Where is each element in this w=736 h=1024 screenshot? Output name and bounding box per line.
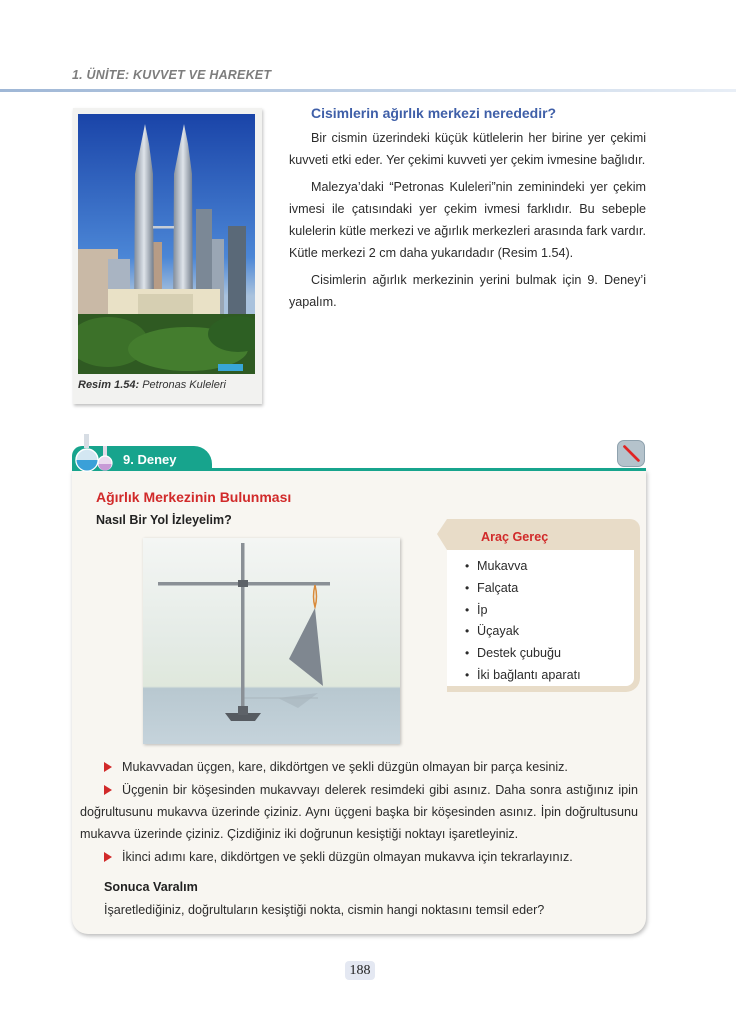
experiment-title: Ağırlık Merkezinin Bulunması: [96, 489, 292, 505]
unit-header: 1. ÜNİTE: KUVVET VE HAREKET: [72, 68, 272, 82]
bullet-icon: •: [465, 646, 470, 661]
page-number: 188: [345, 961, 375, 980]
figure-card: [73, 108, 262, 404]
material-item: • Falçata: [465, 578, 581, 600]
step-3: İkinci adımı kare, dikdörtgen ve şekli düzgün olmayan mukavva için tekrarlayınız.: [80, 846, 638, 868]
bullet-icon: •: [465, 580, 470, 595]
header-divider: [0, 89, 736, 92]
procedure-steps: [80, 756, 638, 869]
red-arrow-icon: [104, 762, 112, 772]
material-item: • Mukavva: [465, 556, 581, 578]
bullet-icon: •: [465, 602, 470, 617]
experiment-tab-label: 9. Deney: [123, 452, 177, 467]
intro-paragraph-2: Malezya’daki “Petronas Kuleleri”nin zeminindeki yer çekim ivmesi ile çatısındaki yer çekim ivmesi farklıdır. Bu sebeple kulelerin kütle merkezi ve ağırlık merkezleri arasında fark vardır. Kütle merkezi 2 cm daha yukarıdadır (Resim 1.54).: [289, 180, 646, 260]
red-arrow-icon: [104, 852, 112, 862]
caption-label: Resim 1.54:: [78, 379, 140, 391]
materials-panel: [437, 519, 640, 692]
step-1: Mukavvadan üçgen, kare, dikdörtgen ve şekli düzgün olmayan bir parça kesiniz.: [80, 756, 638, 778]
step-2: Üçgenin bir köşesinden mukavvayı delerek resimdeki gibi asınız. Daha sonra astığınız ipin doğrultusunu mukavva üzerinde çiziniz. Aynı üçgeni başka bir köşesinden asınız. İpin doğrultusunu mukavva üzerinde çiziniz. Çizdiğiniz iki doğrunun kesiştiği noktayı işaretleyiniz.: [80, 783, 638, 841]
materials-body: [447, 550, 640, 692]
cutter-knife-icon: [617, 440, 645, 467]
lab-flask-icon: [75, 434, 119, 472]
section-title: Cisimlerin ağırlık merkezi nerededir?: [311, 105, 557, 121]
materials-title: Araç Gereç: [481, 530, 549, 544]
conclusion-heading: Sonuca Varalım: [104, 880, 198, 894]
conclusion-question: İşaretlediğiniz, doğrultuların kesiştiği nokta, cismin hangi noktasını temsil eder?: [104, 903, 545, 917]
materials-list: [465, 556, 581, 687]
experiment-setup-illustration: [143, 538, 400, 744]
intro-paragraph-1: Bir cismin üzerindeki küçük kütlelerin her birine yer çekimi kuvveti etki eder. Yer çekimi kuvveti yer çekim ivmesine bağlıdır.: [289, 131, 646, 167]
material-item: • İki bağlantı aparatı: [465, 665, 581, 687]
material-item: • İp: [465, 600, 581, 622]
red-arrow-icon: [104, 785, 112, 795]
intro-text: [289, 127, 646, 318]
bullet-icon: •: [465, 667, 470, 682]
petronas-towers-photo: [78, 114, 255, 374]
caption-text: Petronas Kuleleri: [139, 379, 226, 391]
bullet-icon: •: [465, 559, 470, 573]
figure-caption: [78, 379, 226, 391]
intro-paragraph-3: Cisimlerin ağırlık merkezinin yerini bulmak için 9. Deney’i yapalım.: [289, 273, 646, 309]
material-item: • Üçayak: [465, 621, 581, 643]
material-item: • Destek çubuğu: [465, 643, 581, 665]
experiment-divider: [72, 468, 646, 471]
bullet-icon: •: [465, 624, 470, 639]
procedure-heading: Nasıl Bir Yol İzleyelim?: [96, 513, 232, 527]
